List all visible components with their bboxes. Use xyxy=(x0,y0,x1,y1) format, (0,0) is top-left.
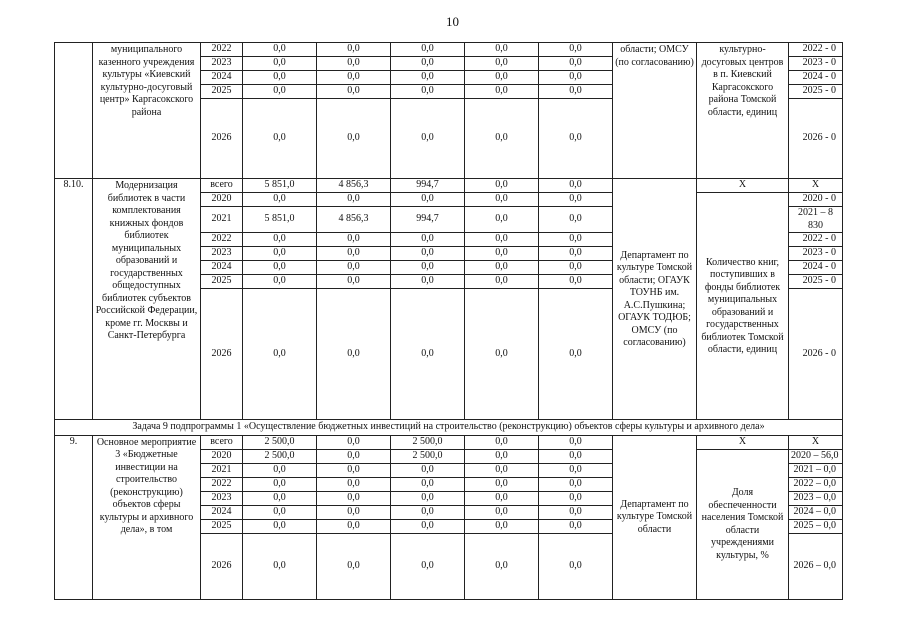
value-federal: 0,0 xyxy=(317,99,391,179)
target-value: 2023 - 0 xyxy=(789,57,843,71)
value-other: 0,0 xyxy=(539,463,613,477)
value-total: 0,0 xyxy=(243,505,317,519)
value-total: 0,0 xyxy=(243,463,317,477)
year-cell: 2026 xyxy=(201,99,243,179)
target-value: 2021 – 8 830 xyxy=(789,207,843,233)
value-regional: 0,0 xyxy=(391,463,465,477)
indicator: Количество книг, поступивших в фонды библиотек муниципальных образований и государственных библиотек Томской области, единиц xyxy=(697,193,789,420)
value-other: 0,0 xyxy=(539,275,613,289)
value-total: 0,0 xyxy=(243,99,317,179)
value-other: 0,0 xyxy=(539,435,613,449)
value-local: 0,0 xyxy=(465,463,539,477)
value-regional: 0,0 xyxy=(391,85,465,99)
year-cell: 2020 xyxy=(201,449,243,463)
value-local: 0,0 xyxy=(465,85,539,99)
target-value: 2024 – 0,0 xyxy=(789,505,843,519)
year-cell: 2023 xyxy=(201,57,243,71)
value-federal: 0,0 xyxy=(317,193,391,207)
row-number: 9. xyxy=(55,435,93,599)
value-other: 0,0 xyxy=(539,207,613,233)
task-row xyxy=(55,420,843,436)
target-value: 2025 - 0 xyxy=(789,85,843,99)
value-other: 0,0 xyxy=(539,477,613,491)
value-total: 5 851,0 xyxy=(243,207,317,233)
value-regional: 0,0 xyxy=(391,99,465,179)
value-local: 0,0 xyxy=(465,533,539,599)
executor: области; ОМСУ (по согласованию) xyxy=(613,43,697,179)
target-value: 2026 - 0 xyxy=(789,289,843,420)
value-other: 0,0 xyxy=(539,43,613,57)
target-value: 2025 – 0,0 xyxy=(789,519,843,533)
measures-table xyxy=(54,42,843,600)
value-federal: 4 856,3 xyxy=(317,207,391,233)
value-regional: 0,0 xyxy=(391,247,465,261)
measure-name: муниципального казенного учреждения культуры «Киевский культурно-досуговый центр» Каргасокского района xyxy=(93,43,201,179)
target-value: 2024 - 0 xyxy=(789,261,843,275)
row-number xyxy=(55,43,93,179)
value-regional: 0,0 xyxy=(391,505,465,519)
year-cell: всего xyxy=(201,179,243,193)
value-federal: 0,0 xyxy=(317,289,391,420)
value-federal: 0,0 xyxy=(317,505,391,519)
value-local: 0,0 xyxy=(465,43,539,57)
task-heading: Задача 9 подпрограммы 1 «Осуществление бюджетных инвестиций на строительство (реконструкцию) объектов сферы культуры и архивного дела» xyxy=(55,420,843,436)
year-cell: 2022 xyxy=(201,477,243,491)
value-local: 0,0 xyxy=(465,435,539,449)
target-value: 2020 - 0 xyxy=(789,193,843,207)
value-regional: 0,0 xyxy=(391,519,465,533)
year-cell: 2025 xyxy=(201,275,243,289)
x-mark: Х xyxy=(789,179,843,193)
value-regional: 0,0 xyxy=(391,289,465,420)
executor: Департамент по культуре Томской области; ОГАУК ТОУНБ им. А.С.Пушкина; ОГАУК ТОДЮБ; ОМСУ (по согласованию) xyxy=(613,179,697,420)
value-local: 0,0 xyxy=(465,57,539,71)
value-federal: 0,0 xyxy=(317,43,391,57)
year-cell: 2023 xyxy=(201,247,243,261)
executor: Департамент по культуре Томской области xyxy=(613,435,697,599)
value-total: 0,0 xyxy=(243,261,317,275)
value-total: 0,0 xyxy=(243,289,317,420)
target-value: 2021 – 0,0 xyxy=(789,463,843,477)
table-row xyxy=(55,435,843,449)
x-mark: Х xyxy=(789,435,843,449)
year-cell: 2024 xyxy=(201,71,243,85)
x-mark: Х xyxy=(697,179,789,193)
year-cell: 2020 xyxy=(201,193,243,207)
value-federal: 0,0 xyxy=(317,463,391,477)
value-other: 0,0 xyxy=(539,289,613,420)
target-value: 2020 – 56,0 xyxy=(789,449,843,463)
value-federal: 0,0 xyxy=(317,71,391,85)
table-row xyxy=(55,43,843,57)
value-local: 0,0 xyxy=(465,207,539,233)
value-federal: 0,0 xyxy=(317,477,391,491)
indicator: культурно-досуговых центров в п. Киевский Каргасокского района Томской области, единиц xyxy=(697,43,789,179)
value-federal: 0,0 xyxy=(317,449,391,463)
value-regional: 0,0 xyxy=(391,477,465,491)
row-number: 8.10. xyxy=(55,179,93,420)
year-cell: 2025 xyxy=(201,85,243,99)
year-cell: 2024 xyxy=(201,261,243,275)
value-total: 0,0 xyxy=(243,491,317,505)
value-total: 0,0 xyxy=(243,247,317,261)
measure-name: Модернизация библиотек в части комплектования книжных фондов библиотек муниципальных образований и государственных общедоступных библиотек субъектов Российской Федерации, кроме гг. Москвы и Санкт-Петербурга xyxy=(93,179,201,420)
value-regional: 0,0 xyxy=(391,71,465,85)
year-cell: 2022 xyxy=(201,43,243,57)
value-federal: 0,0 xyxy=(317,533,391,599)
value-local: 0,0 xyxy=(465,233,539,247)
value-local: 0,0 xyxy=(465,261,539,275)
value-total: 5 851,0 xyxy=(243,179,317,193)
year-cell: 2026 xyxy=(201,533,243,599)
value-federal: 4 856,3 xyxy=(317,179,391,193)
value-federal: 0,0 xyxy=(317,491,391,505)
value-local: 0,0 xyxy=(465,477,539,491)
value-other: 0,0 xyxy=(539,85,613,99)
year-cell: 2023 xyxy=(201,491,243,505)
value-federal: 0,0 xyxy=(317,85,391,99)
value-regional: 0,0 xyxy=(391,533,465,599)
value-regional: 0,0 xyxy=(391,233,465,247)
value-federal: 0,0 xyxy=(317,247,391,261)
value-local: 0,0 xyxy=(465,71,539,85)
value-other: 0,0 xyxy=(539,71,613,85)
value-other: 0,0 xyxy=(539,179,613,193)
year-cell: 2021 xyxy=(201,207,243,233)
table-row xyxy=(55,179,843,193)
value-regional: 2 500,0 xyxy=(391,449,465,463)
value-local: 0,0 xyxy=(465,449,539,463)
value-other: 0,0 xyxy=(539,505,613,519)
target-value: 2026 - 0 xyxy=(789,99,843,179)
value-other: 0,0 xyxy=(539,449,613,463)
value-total: 0,0 xyxy=(243,533,317,599)
value-regional: 994,7 xyxy=(391,179,465,193)
value-local: 0,0 xyxy=(465,275,539,289)
target-value: 2022 – 0,0 xyxy=(789,477,843,491)
value-other: 0,0 xyxy=(539,233,613,247)
value-local: 0,0 xyxy=(465,519,539,533)
value-local: 0,0 xyxy=(465,179,539,193)
target-value: 2022 - 0 xyxy=(789,43,843,57)
value-federal: 0,0 xyxy=(317,519,391,533)
value-local: 0,0 xyxy=(465,193,539,207)
value-federal: 0,0 xyxy=(317,261,391,275)
page-number: 10 xyxy=(446,14,459,29)
value-regional: 0,0 xyxy=(391,57,465,71)
value-local: 0,0 xyxy=(465,99,539,179)
value-federal: 0,0 xyxy=(317,275,391,289)
value-other: 0,0 xyxy=(539,99,613,179)
value-total: 0,0 xyxy=(243,477,317,491)
value-other: 0,0 xyxy=(539,533,613,599)
year-cell: 2026 xyxy=(201,289,243,420)
value-local: 0,0 xyxy=(465,491,539,505)
year-cell: 2022 xyxy=(201,233,243,247)
value-local: 0,0 xyxy=(465,289,539,420)
value-regional: 2 500,0 xyxy=(391,435,465,449)
value-federal: 0,0 xyxy=(317,57,391,71)
target-value: 2023 - 0 xyxy=(789,247,843,261)
target-value: 2026 – 0,0 xyxy=(789,533,843,599)
year-cell: всего xyxy=(201,435,243,449)
value-other: 0,0 xyxy=(539,491,613,505)
value-total: 0,0 xyxy=(243,57,317,71)
x-mark: Х xyxy=(697,435,789,449)
value-total: 0,0 xyxy=(243,519,317,533)
value-regional: 994,7 xyxy=(391,207,465,233)
value-other: 0,0 xyxy=(539,193,613,207)
value-regional: 0,0 xyxy=(391,43,465,57)
value-local: 0,0 xyxy=(465,247,539,261)
value-total: 0,0 xyxy=(243,275,317,289)
value-regional: 0,0 xyxy=(391,491,465,505)
target-value: 2022 - 0 xyxy=(789,233,843,247)
indicator: Доля обеспеченности населения Томской области учреждениями культуры, % xyxy=(697,449,789,599)
value-regional: 0,0 xyxy=(391,193,465,207)
value-federal: 0,0 xyxy=(317,233,391,247)
value-other: 0,0 xyxy=(539,57,613,71)
value-regional: 0,0 xyxy=(391,275,465,289)
value-total: 2 500,0 xyxy=(243,435,317,449)
value-other: 0,0 xyxy=(539,247,613,261)
value-federal: 0,0 xyxy=(317,435,391,449)
target-value: 2024 - 0 xyxy=(789,71,843,85)
value-total: 0,0 xyxy=(243,193,317,207)
value-local: 0,0 xyxy=(465,505,539,519)
value-other: 0,0 xyxy=(539,261,613,275)
target-value: 2025 - 0 xyxy=(789,275,843,289)
year-cell: 2021 xyxy=(201,463,243,477)
year-cell: 2024 xyxy=(201,505,243,519)
measure-name: Основное мероприятие 3 «Бюджетные инвестиции на строительство (реконструкцию) объектов сферы культуры и архивного дела», в том xyxy=(93,435,201,599)
value-total: 2 500,0 xyxy=(243,449,317,463)
value-other: 0,0 xyxy=(539,519,613,533)
target-value: 2023 – 0,0 xyxy=(789,491,843,505)
value-regional: 0,0 xyxy=(391,261,465,275)
value-total: 0,0 xyxy=(243,233,317,247)
year-cell: 2025 xyxy=(201,519,243,533)
value-total: 0,0 xyxy=(243,43,317,57)
value-total: 0,0 xyxy=(243,85,317,99)
value-total: 0,0 xyxy=(243,71,317,85)
